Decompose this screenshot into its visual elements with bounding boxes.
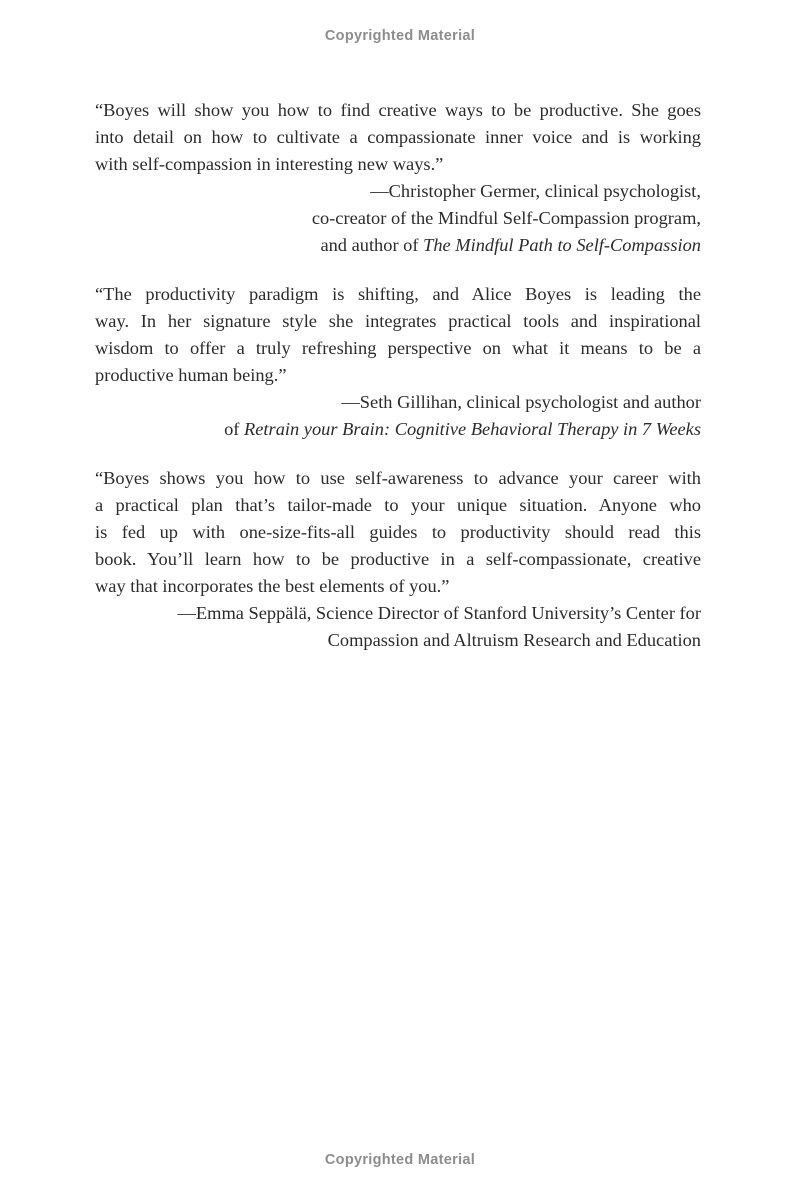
quote-line: productive human being.” — [95, 365, 287, 385]
quote-line: “The productivity paradigm is shifting, and Alice Boyes is leading the — [95, 284, 701, 304]
quote-line: a practical plan that’s tailor-made to your unique situation. Anyone who — [95, 495, 701, 515]
quote-line: is fed up with one-size-fits-all guides to productivity should read this — [95, 522, 701, 542]
attribution-text: co-creator of the Mindful Self-Compassion program, — [311, 208, 701, 228]
attribution-text: of — [224, 419, 245, 439]
quote-line: “Boyes shows you how to use self-awareness to advance your career with — [95, 468, 701, 488]
quote-paragraph — [95, 97, 701, 178]
quote-line: wisdom to offer a truly refreshing perspective on what it means to be a — [95, 338, 701, 358]
praise-block — [95, 465, 701, 654]
quote-line: book. You’ll learn how to be productive in a self-compassionate, creative — [95, 549, 701, 569]
quote-line: way that incorporates the best elements of you.” — [95, 576, 450, 596]
header-watermark: Copyrighted Material — [324, 28, 476, 44]
book-title: Retrain your Brain: Cognitive Behavioral Therapy in 7 Weeks — [244, 419, 701, 439]
book-title: The Mindful Path to Self-Compassion — [423, 235, 701, 255]
attribution-line — [95, 205, 701, 232]
attribution-line — [95, 389, 701, 416]
attribution-line — [95, 600, 701, 627]
attribution-line — [95, 416, 701, 443]
attribution-text: —Emma Seppälä, Science Director of Stanford University’s Center for — [177, 603, 701, 623]
attribution-text: —Christopher Germer, clinical psychologist, — [370, 181, 701, 201]
attribution-text: —Seth Gillihan, clinical psychologist and author — [341, 392, 701, 412]
attribution-line — [95, 627, 701, 654]
quote-line: with self-compassion in interesting new ways.” — [95, 154, 444, 174]
quote-paragraph — [95, 465, 701, 600]
attribution-text: and author of — [320, 235, 424, 255]
attribution — [95, 600, 701, 654]
attribution — [95, 178, 701, 259]
praise-block — [95, 97, 701, 259]
quote-line: way. In her signature style she integrates practical tools and inspirational — [95, 311, 701, 331]
praise-section — [95, 97, 701, 676]
footer-watermark: Copyrighted Material — [324, 1152, 476, 1168]
attribution — [95, 389, 701, 443]
quote-paragraph — [95, 281, 701, 389]
attribution-line — [95, 178, 701, 205]
quote-line: into detail on how to cultivate a compassionate inner voice and is working — [95, 127, 701, 147]
praise-block — [95, 281, 701, 443]
attribution-text: Compassion and Altruism Research and Education — [327, 630, 701, 650]
attribution-line — [95, 232, 701, 259]
quote-line: “Boyes will show you how to find creative ways to be productive. She goes — [95, 100, 701, 120]
